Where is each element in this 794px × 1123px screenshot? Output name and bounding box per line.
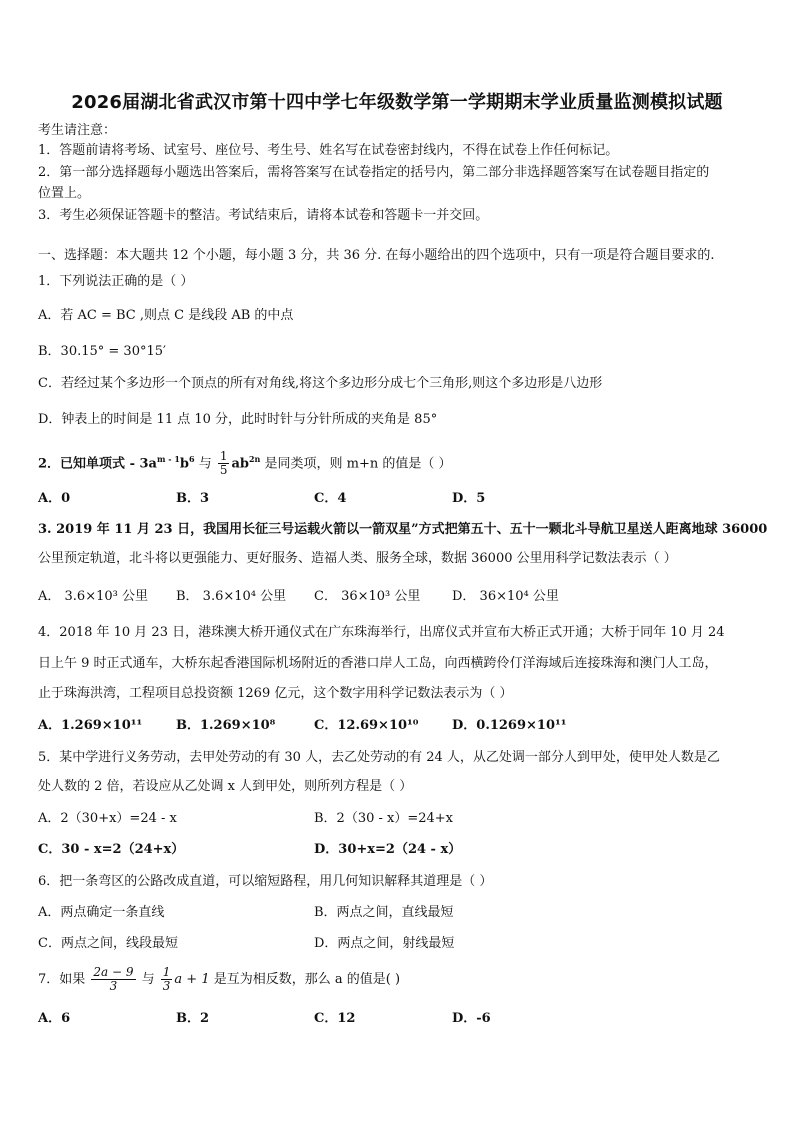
section-heading: 一、选择题：本大题共 12 个小题，每小题 3 分，共 36 分. 在每小题给出的四个选项中，只有一项是符合题目要求的. bbox=[38, 248, 715, 263]
q2-option-a: A．0 bbox=[38, 491, 71, 506]
q3-option-a: A． 3.6×10³ 公里 bbox=[38, 589, 148, 604]
q3-option-c: C． 36×10³ 公里 bbox=[314, 589, 421, 604]
q2-option-d: D．5 bbox=[452, 491, 486, 506]
q3-option-b: B． 3.6×10⁴ 公里 bbox=[176, 589, 287, 604]
q2-stem bbox=[38, 444, 758, 479]
notice-item-1: 1．答题前请将考场、试室号、座位号、考生号、姓名写在试卷密封线内，不得在试卷上作任何标记。 bbox=[38, 143, 619, 158]
q7-option-b: B．2 bbox=[176, 1011, 210, 1026]
q5-line-2: 处人数的 2 倍，若设应从乙处调 x 人到甲处，则所列方程是（ ） bbox=[38, 779, 413, 794]
q2-mid3: ab bbox=[231, 456, 249, 472]
q4-line-2: 日上午 9 时正式通车，大桥东起香港国际机场附近的香港口岸人工岛，向西横跨伶仃洋海域后连接珠海和澳门人工岛， bbox=[38, 656, 718, 671]
q4-option-a: A．1.269×10¹¹ bbox=[38, 718, 143, 733]
q1-stem: 1．下列说法正确的是（ ） bbox=[38, 274, 194, 289]
q7-frac1-num: 2a − 9 bbox=[93, 965, 134, 979]
q2-exp2: 6 bbox=[188, 454, 195, 464]
q2-option-c: C．4 bbox=[314, 491, 347, 506]
q1-option-c: C．若经过某个多边形一个顶点的所有对角线,将这个多边形分成七个三角形,则这个多边形是八边形 bbox=[38, 376, 603, 391]
q3-line-1: 3. 2019 年 11 月 23 日，我国用长征三号运载火箭以一箭双星”方式把第五十、五十一颗北斗导航卫星送人距离地球 36000 bbox=[38, 522, 768, 537]
notice-item-2-cont: 位置上。 bbox=[38, 186, 91, 201]
q2-option-b: B．3 bbox=[176, 491, 210, 506]
q7-fraction-1 bbox=[91, 966, 135, 993]
q2-mid1: b bbox=[179, 456, 189, 472]
q6-stem: 6．把一条弯区的公路改成直道，可以缩短路程，用几何知识解释其道理是（ ） bbox=[38, 874, 493, 889]
q5-line-1: 5．某中学进行义务劳动，去甲处劳动的有 30 人，去乙处劳动的有 24 人，从乙处调一部分人到甲处，使甲处人数是乙 bbox=[38, 750, 720, 765]
q1-option-b: B．30.15° = 30°15′ bbox=[38, 344, 166, 359]
q7-frac2-num: 1 bbox=[162, 965, 171, 979]
q5-option-d: D．30+x=2（24 - x） bbox=[314, 842, 462, 857]
q2-frac-num: 1 bbox=[219, 449, 228, 464]
q7-option-d: D．-6 bbox=[452, 1011, 491, 1026]
q4-option-b: B．1.269×10⁸ bbox=[176, 718, 276, 733]
q5-option-a: A．2（30+x）=24 - x bbox=[38, 811, 177, 826]
q5-option-b: B．2（30 - x）=24+x bbox=[314, 811, 454, 826]
notice-heading: 考生请注意： bbox=[38, 123, 117, 138]
q4-line-1: 4．2018 年 10 月 23 日，港珠澳大桥开通仪式在广东珠海举行，出席仪式并宣布大桥正式开通；大桥于同年 10 月 24 bbox=[38, 625, 725, 640]
q3-option-d: D． 36×10⁴ 公里 bbox=[452, 589, 559, 604]
q7-mid: 与 bbox=[137, 972, 159, 987]
page-title: 2026届湖北省武汉市第十四中学七年级数学第一学期期末学业质量监测模拟试题 bbox=[71, 92, 723, 113]
q7-fraction-2 bbox=[161, 966, 173, 993]
q7-pre: 7．如果 bbox=[38, 972, 90, 987]
q2-exp3: 2n bbox=[248, 454, 261, 464]
q7-option-a: A．6 bbox=[38, 1011, 71, 1026]
q7-post1: a + 1 bbox=[174, 972, 210, 987]
q6-option-b: B．两点之间，直线最短 bbox=[314, 905, 454, 920]
q2-fraction bbox=[218, 450, 230, 477]
q5-option-c: C．30 - x=2（24+x） bbox=[38, 842, 185, 857]
q7-post2: 是互为相反数，那么 a 的值是( ) bbox=[209, 972, 401, 987]
q2-exp1: m - 1 bbox=[156, 454, 180, 464]
q7-option-c: C．12 bbox=[314, 1011, 356, 1026]
q4-line-3: 止于珠海洪湾，工程项目总投资额 1269 亿元，这个数字用科学记数法表示为（ ） bbox=[38, 686, 513, 701]
notice-item-3: 3．考生必须保证答题卡的整洁。考试结束后，请将本试卷和答题卡一并交回。 bbox=[38, 208, 489, 223]
q2-frac-den: 5 bbox=[219, 463, 228, 478]
q3-line-2: 公里预定轨道，北斗将以更强能力、更好服务、造福人类、服务全球，数据 36000 公里用科学记数法表示（ ） bbox=[38, 551, 677, 566]
q1-option-a: A．若 AC = BC ,则点 C 是线段 AB 的中点 bbox=[38, 308, 294, 323]
q6-option-d: D．两点之间，射线最短 bbox=[314, 936, 455, 951]
q2-post: 是同类项，则 m+n 的值是（ ） bbox=[260, 456, 452, 472]
q7-stem bbox=[38, 964, 758, 996]
q6-option-c: C．两点之间，线段最短 bbox=[38, 936, 178, 951]
q4-option-d: D．0.1269×10¹¹ bbox=[452, 718, 567, 733]
q2-pre: 2．已知单项式 - 3a bbox=[38, 456, 157, 472]
q7-frac1-den: 3 bbox=[109, 979, 118, 993]
q7-frac2-den: 3 bbox=[162, 979, 171, 993]
q2-mid2: 与 bbox=[194, 456, 216, 472]
notice-item-2: 2．第一部分选择题每小题选出答案后，需将答案写在试卷指定的括号内，第二部分非选择题答案写在试卷题目指定的 bbox=[38, 165, 710, 180]
q4-option-c: C．12.69×10¹⁰ bbox=[314, 718, 419, 733]
q6-option-a: A．两点确定一条直线 bbox=[38, 905, 165, 920]
q1-option-d: D．钟表上的时间是 11 点 10 分，此时时针与分针所成的夹角是 85° bbox=[38, 412, 438, 427]
